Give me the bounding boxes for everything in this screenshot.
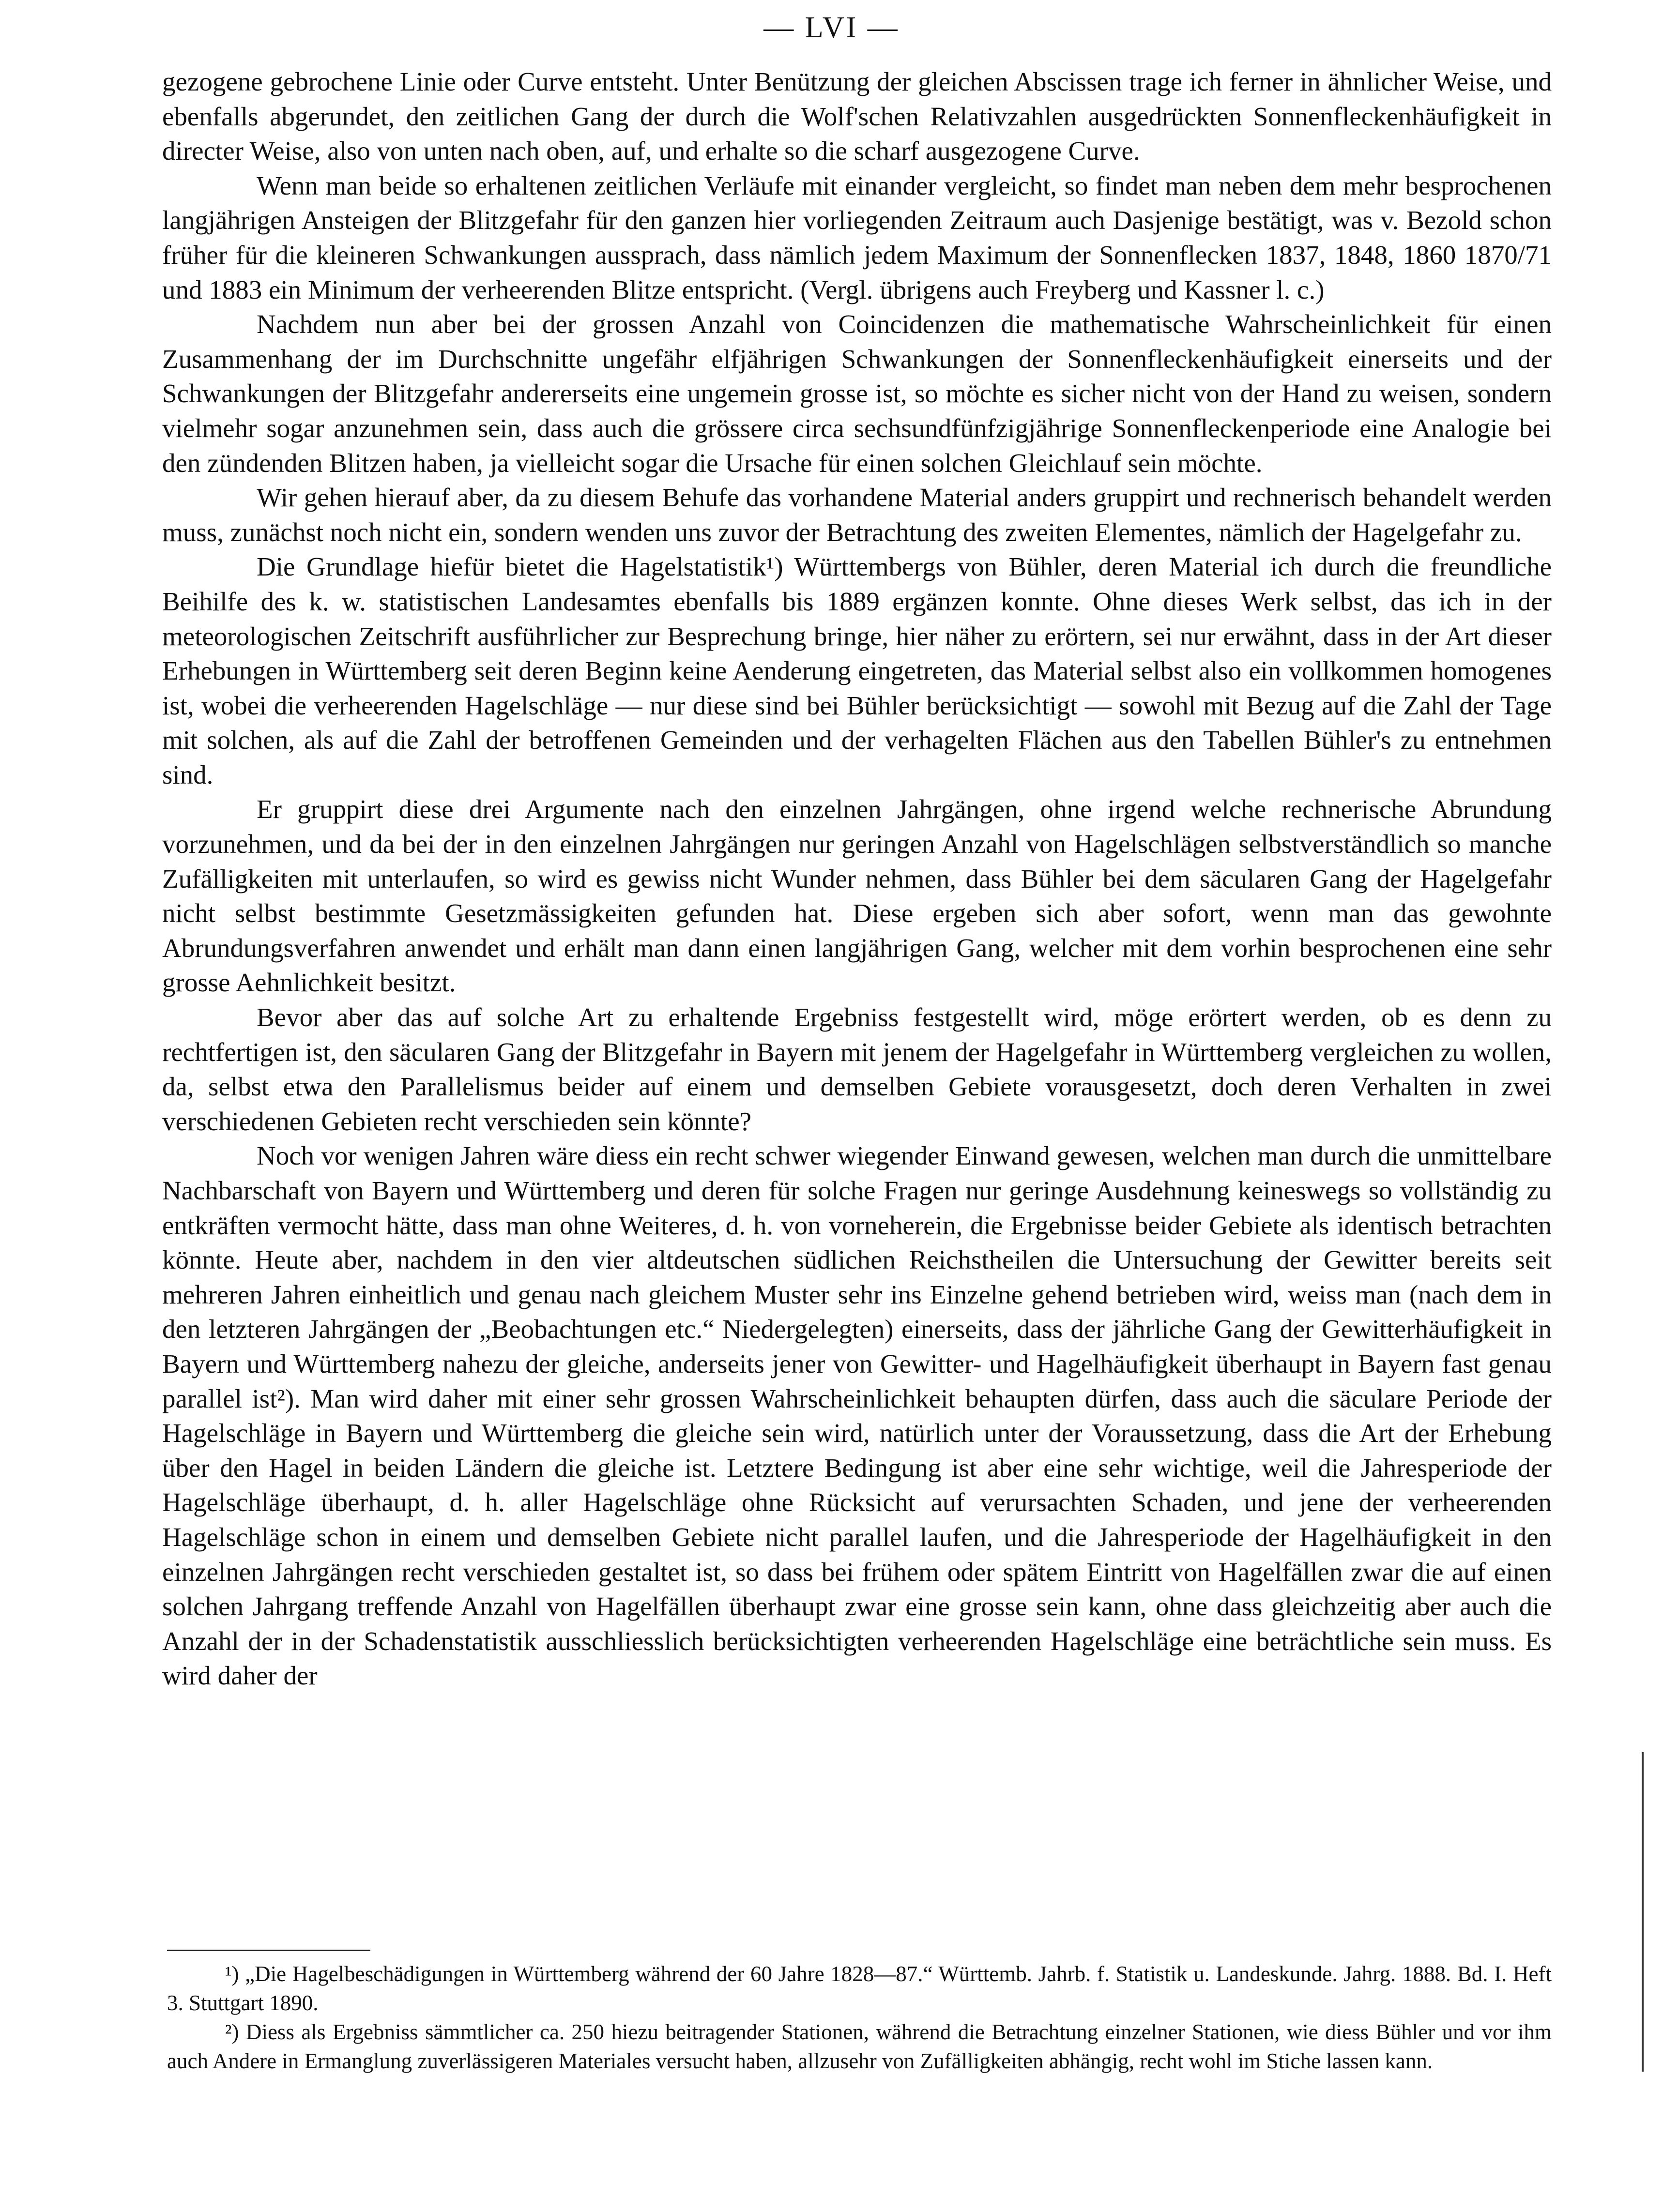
main-text-body xyxy=(162,64,1552,1693)
page-number-header: — LVI — xyxy=(763,11,900,44)
paragraph-3: Nachdem nun aber bei der grossen Anzahl von Coincidenzen die mathematische Wahrscheinlichkeit für einen Zusammenhang der im Durchschnitte ungefähr elfjährigen Schwankungen der Sonnenfleckenhäufigkeit einerseits und der Schwankungen der Blitzgefahr andererseits eine ungemein grosse ist, so möchte es sicher nicht von der Hand zu weisen, sondern vielmehr sogar anzunehmen sein, dass auch die grössere circa sechsundfünfzigjährige Sonnenfleckenperiode eine Analogie bei den zündenden Blitzen haben, ja vielleicht sogar die Ursache für einen solchen Gleichlauf sein möchte. xyxy=(162,309,1552,478)
paragraph-2: Wenn man beide so erhaltenen zeitlichen Verläufe mit einander vergleicht, so findet man neben dem mehr besprochenen langjährigen Ansteigen der Blitzgefahr für den ganzen hier vorliegenden Zeitraum auch Dasjenige bestätigt, was v. Bezold schon früher für die kleineren Schwankungen aussprach, dass nämlich jedem Maximum der Sonnenflecken 1837, 1848, 1860 1870/71 und 1883 ein Minimum der verheerenden Blitze entspricht. (Vergl. übrigens auch Freyberg und Kassner l. c.) xyxy=(162,170,1552,304)
paragraph-6: Er gruppirt diese drei Argumente nach den einzelnen Jahrgängen, ohne irgend welche rechnerische Abrundung vorzunehmen, und da bei der in den einzelnen Jahrgängen nur geringen Anzahl von Hagelschlägen selbstverständlich so manche Zufälligkeiten mit unterlaufen, so wird es gewiss nicht Wunder nehmen, dass Bühler bei dem säcularen Gang der Hagelgefahr nicht selbst bestimmte Gesetzmässigkeiten gefunden hat. Diese ergeben sich aber sofort, wenn man das gewohnte Abrundungsverfahren anwendet und erhält man dann einen langjährigen Gang, welcher mit dem vorhin besprochenen eine sehr grosse Aehnlichkeit besitzt. xyxy=(162,794,1552,998)
paragraph-4: Wir gehen hierauf aber, da zu diesem Behufe das vorhandene Material anders gruppirt und rechnerisch behandelt werden muss, zunächst noch nicht ein, sondern wenden uns zuvor der Betrachtung des zweiten Elementes, nämlich der Hagelgefahr zu. xyxy=(162,483,1552,547)
footnotes-section xyxy=(167,1959,1552,2076)
footnote-1: ¹) „Die Hagelbeschädigungen in Württemberg während der 60 Jahre 1828—87.“ Württemb. Jahrb. f. Statistik u. Landeskunde. Jahrg. 1888. Bd. I. Heft 3. Stuttgart 1890. xyxy=(167,1962,1552,2015)
paragraph-1: gezogene gebrochene Linie oder Curve entsteht. Unter Benützung der gleichen Abscissen trage ich ferner in ähnlicher Weise, und ebenfalls abgerundet, den zeitlichen Gang der durch die Wolf'schen Relativzahlen ausgedrückten Sonnenfleckenhäufigkeit in directer Weise, also von unten nach oben, auf, und erhalte so die scharf ausgezogene Curve. xyxy=(162,67,1552,166)
footnote-2: ²) Diess als Ergebniss sämmtlicher ca. 250 hiezu beitragender Stationen, während die Betrachtung einzelner Stationen, wie diess Bühler und vor ihm auch Andere in Ermanglung zuverlässigeren Materiales versucht haben, allzusehr von Zufälligkeiten abhängig, recht wohl im Stiche lassen kann. xyxy=(167,2020,1552,2073)
paragraph-5: Die Grundlage hiefür bietet die Hagelstatistik¹) Württembergs von Bühler, deren Material ich durch die freundliche Beihilfe des k. w. statistischen Landesamtes ebenfalls bis 1889 ergänzen konnte. Ohne dieses Werk selbst, das ich in der meteorologischen Zeitschrift ausführlicher zur Besprechung bringe, hier näher zu erörtern, sei nur erwähnt, dass in der Art dieser Erhebungen in Württemberg seit deren Beginn keine Aenderung eingetreten, das Material selbst also ein vollkommen homogenes ist, wobei die verheerenden Hagelschläge — nur diese sind bei Bühler berücksichtigt — sowohl mit Bezug auf die Zahl der Tage mit solchen, als auf die Zahl der betroffenen Gemeinden und der verhagelten Flächen aus den Tabellen Bühler's zu entnehmen sind. xyxy=(162,552,1552,789)
scan-edge-line xyxy=(1642,1752,1644,2072)
paragraph-8: Noch vor wenigen Jahren wäre diess ein recht schwer wiegender Einwand gewesen, welchen man durch die unmittelbare Nachbarschaft von Bayern und Württemberg und deren für solche Fragen nur geringe Ausdehnung keineswegs so vollständig zu entkräften vermocht hätte, dass man ohne Weiteres, d. h. von vorneherein, die Ergebnisse beider Gebiete als identisch betrachten könnte. Heute aber, nachdem in den vier altdeutschen südlichen Reichstheilen die Untersuchung der Gewitter bereits seit mehreren Jahren einheitlich und genau nach gleichem Muster sehr ins Einzelne gehend betrieben wird, weiss man (nach dem in den letzteren Jahrgängen der „Beobachtungen etc.“ Niedergelegten) einerseits, dass der jährliche Gang der Gewitterhäufigkeit in Bayern und Württemberg nahezu der gleiche, anderseits jener von Gewitter- und Hagelhäufigkeit überhaupt in Bayern fast genau parallel ist²). Man wird daher mit einer sehr grossen Wahrscheinlichkeit behaupten dürfen, dass auch die säculare Periode der Hagelschläge in Bayern und Württemberg die gleiche sein wird, natürlich unter der Voraussetzung, dass die Art der Erhebung über den Hagel in beiden Ländern die gleiche ist. Letztere Bedingung ist aber eine sehr wichtige, weil die Jahresperiode der Hagelschläge überhaupt, d. h. aller Hagelschläge ohne Rücksicht auf verursachten Schaden, und jene der verheerenden Hagelschläge schon in einem und demselben Gebiete nicht parallel laufen, und die Jahresperiode der Hagelhäufigkeit in den einzelnen Jahrgängen recht verschieden gestaltet ist, so dass bei frühem oder spätem Eintritt von Hagelfällen zwar die auf einen solchen Jahrgang treffende Anzahl von Hagelfällen überhaupt zwar eine grosse sein kann, ohne dass gleichzeitig aber auch die Anzahl der in der Schadenstatistik ausschliesslich berücksichtigten verheerenden Hagelschläge eine beträchtliche sein muss. Es wird daher der xyxy=(162,1141,1552,1691)
paragraph-7: Bevor aber das auf solche Art zu erhaltende Ergebniss festgestellt wird, möge erörtert werden, ob es denn zu rechtfertigen ist, den säcularen Gang der Blitzgefahr in Bayern mit jenem der Hagelgefahr in Württemberg vergleichen zu wollen, da, selbst etwa den Parallelismus beider auf einem und demselben Gebiete vorausgesetzt, doch deren Verhalten in zwei verschiedenen Gebieten recht verschieden sein könnte? xyxy=(162,1002,1552,1136)
footnote-divider xyxy=(167,1950,370,1951)
